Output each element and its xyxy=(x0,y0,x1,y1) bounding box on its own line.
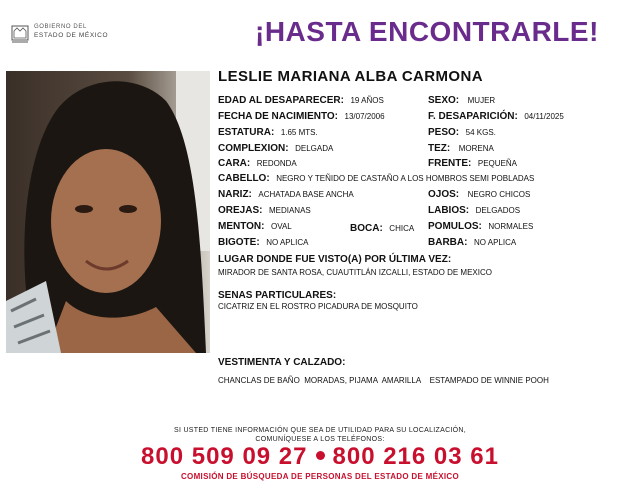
field-tez xyxy=(428,143,494,154)
field-desaparicion xyxy=(428,111,564,122)
ojos-label: OJOS: xyxy=(428,189,460,200)
field-nariz xyxy=(218,189,354,200)
field-nacimiento xyxy=(218,111,385,122)
barba-label: BARBA: xyxy=(428,237,468,248)
field-boca xyxy=(350,223,414,234)
sexo-value: MUJER xyxy=(467,96,496,105)
logo-line-1: GOBIERNO DEL xyxy=(34,24,87,30)
field-sexo xyxy=(428,95,495,106)
menton-label: MENTON: xyxy=(218,221,265,232)
commission-name: COMISIÓN DE BÚSQUEDA DE PERSONAS DEL ESTADO DE MÉXICO xyxy=(180,472,459,481)
sexo-label: SEXO: xyxy=(428,95,460,106)
edad-value: 19 AÑOS xyxy=(350,96,384,105)
phone-2[interactable]: 800 216 03 61 xyxy=(332,443,499,470)
cara-label: CARA: xyxy=(218,158,251,169)
nacimiento-label: FECHA DE NACIMIENTO: xyxy=(218,111,338,122)
peso-value: 54 KGS. xyxy=(465,128,496,137)
footer-note-line-2: COMUNÍQUESE A LOS TELÉFONOS: xyxy=(255,436,385,443)
bigote-value: NO APLICA xyxy=(266,238,309,247)
labios-value: DELGADOS xyxy=(475,206,521,215)
desaparicion-value: 04/11/2025 xyxy=(524,112,564,121)
orejas-value: MEDIANAS xyxy=(268,206,311,215)
cara-value: REDONDA xyxy=(256,159,297,168)
tez-label: TEZ: xyxy=(428,143,451,154)
field-complexion xyxy=(218,143,333,154)
menton-value: OVAL xyxy=(271,222,292,231)
field-labios xyxy=(428,205,520,216)
nacimiento-value: 13/07/2006 xyxy=(344,112,385,121)
labios-label: LABIOS: xyxy=(428,205,470,216)
phone-numbers xyxy=(0,443,640,471)
vestimenta-value: CHANCLAS DE BAÑO MORADAS, PIJAMA AMARILLA ESTAMPADO DE WINNIE POOH xyxy=(218,376,549,385)
headline: ¡HASTA ENCONTRARLE! xyxy=(255,16,599,47)
tez-value: MORENA xyxy=(458,144,494,153)
field-peso xyxy=(428,127,496,138)
estatura-value: 1.65 MTS. xyxy=(280,128,318,137)
field-cabello xyxy=(218,173,534,184)
pomulos-value: NORMALES xyxy=(488,222,534,231)
barba-value: NO APLICA xyxy=(473,238,517,247)
orejas-label: OREJAS: xyxy=(218,205,263,216)
pomulos-label: POMULOS: xyxy=(428,221,482,232)
field-barba xyxy=(428,237,516,248)
person-name: LESLIE MARIANA ALBA CARMONA xyxy=(218,68,483,85)
logo-line-2: ESTADO DE MÉXICO xyxy=(34,32,109,39)
nariz-value: ACHATADA BASE ANCHA xyxy=(258,190,354,199)
government-logo xyxy=(10,22,120,44)
senas-label: SENAS PARTICULARES: xyxy=(218,290,337,301)
peso-label: PESO: xyxy=(428,127,460,138)
boca-label: BOCA: xyxy=(350,223,383,234)
complexion-value: DELGADA xyxy=(295,144,334,153)
state-crest-icon xyxy=(10,22,30,44)
ojos-value: NEGRO CHICOS xyxy=(467,190,531,199)
senas-value: CICATRIZ EN EL ROSTRO PICADURA DE MOSQUITO xyxy=(218,302,418,311)
missing-person-photo xyxy=(6,71,210,353)
footer-note-line-1: SI USTED TIENE INFORMACIÓN QUE SEA DE UTILIDAD PARA SU LOCALIZACIÓN, xyxy=(173,427,467,434)
vestimenta-label: VESTIMENTA Y CALZADO: xyxy=(218,357,346,368)
frente-label: FRENTE: xyxy=(428,158,472,169)
field-ojos xyxy=(428,189,530,200)
cabello-label: CABELLO: xyxy=(218,173,270,184)
estatura-label: ESTATURA: xyxy=(218,127,275,138)
field-frente xyxy=(428,158,517,169)
nariz-label: NARIZ: xyxy=(218,189,252,200)
complexion-label: COMPLEXION: xyxy=(218,143,289,154)
bigote-label: BIGOTE: xyxy=(218,237,260,248)
field-orejas xyxy=(218,205,311,216)
edad-label: EDAD AL DESAPARECER: xyxy=(218,95,344,106)
desaparicion-label: F. DESAPARICIÓN: xyxy=(428,111,518,122)
cabello-value: NEGRO Y TEÑIDO DE CASTAÑO A LOS HOMBROS SEMI POBLADAS xyxy=(276,174,535,183)
field-bigote xyxy=(218,237,308,248)
frente-value: PEQUEÑA xyxy=(477,159,517,168)
field-menton xyxy=(218,221,292,232)
field-cara xyxy=(218,158,297,169)
field-pomulos xyxy=(428,221,533,232)
lugar-value: MIRADOR DE SANTA ROSA, CUAUTITLÁN IZCALLI, ESTADO DE MEXICO xyxy=(218,268,492,277)
phone-1[interactable]: 800 509 09 27 xyxy=(141,443,308,470)
field-estatura xyxy=(218,127,318,138)
lugar-label: LUGAR DONDE FUE VISTO(A) POR ÚLTIMA VEZ: xyxy=(218,254,452,265)
separator-dot-icon xyxy=(316,451,325,460)
boca-value: CHICA xyxy=(389,224,415,233)
field-edad xyxy=(218,95,384,106)
